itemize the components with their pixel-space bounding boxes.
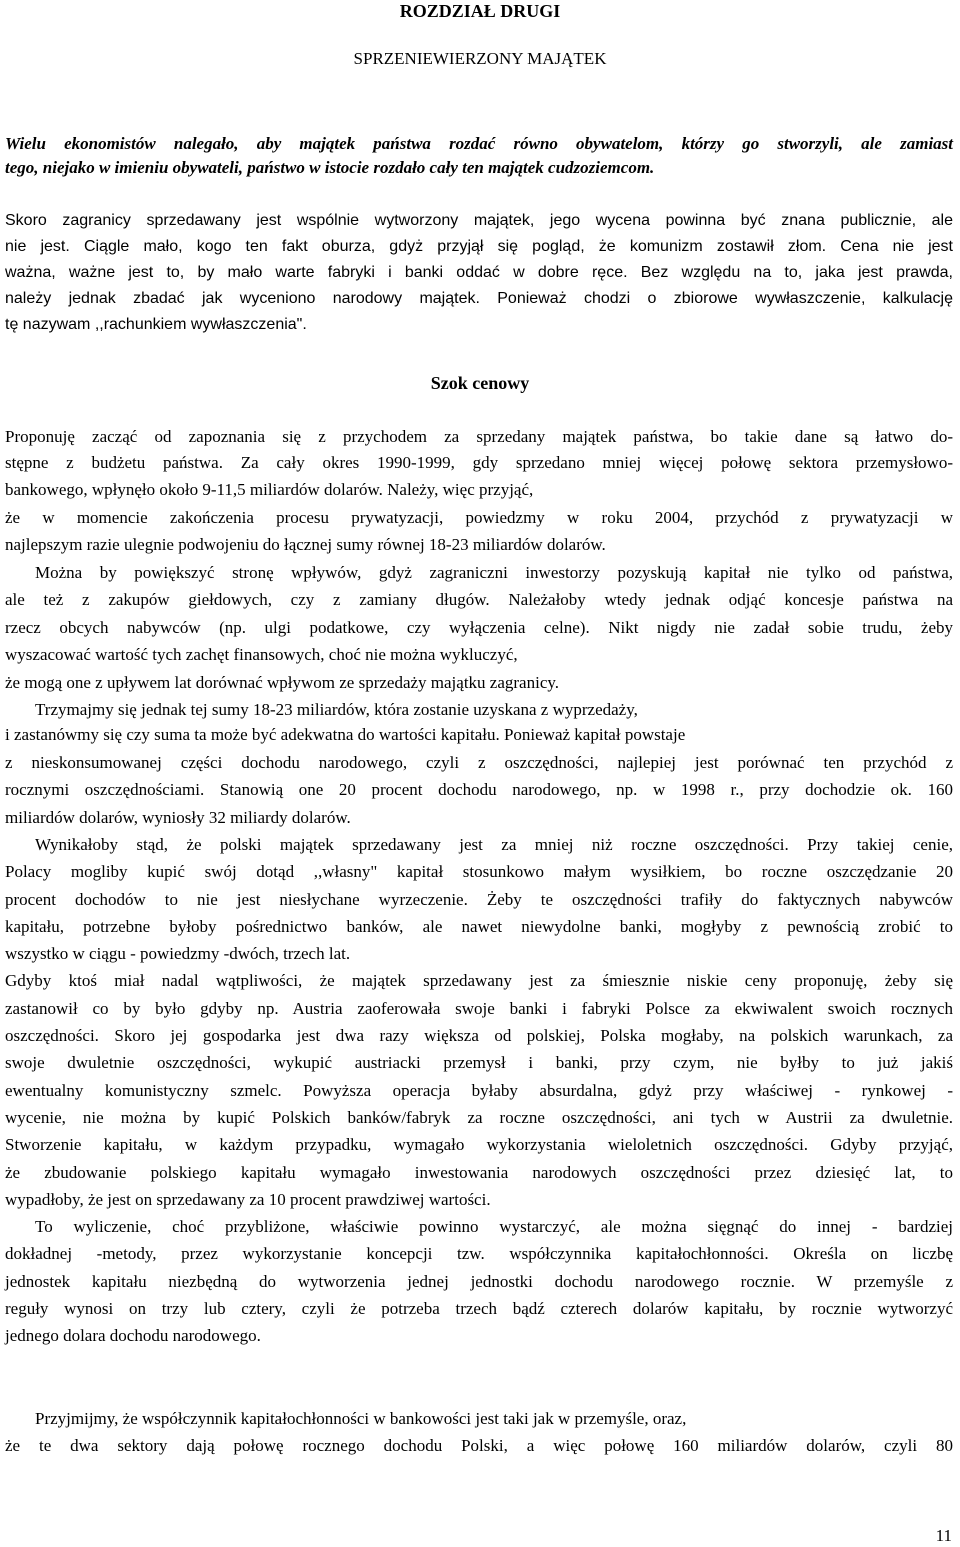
body-line: Przyjmijmy, że współczynnik kapitałochłonności w bankowości jest taki jak w przemyśle, oraz, [35,1409,687,1428]
body-line: Stworzenie kapitału, w każdym przypadku, wymagało wykorzystania wieloletnich oszczędności. Gdyby przyjąć, [5,1135,953,1154]
body-line: jednego dolara dochodu narodowego. [5,1326,261,1345]
body-line: wyszacować wartość tych zachęt finansowych, choć nie można wykluczyć, [5,645,518,664]
body-line: że mogą one z upływem lat dorównać wpływom ze sprzedaży majątku zagranicy. [5,673,560,692]
body-line: najlepszym razie ulegnie podwojeniu do łącznej sumy równej 18-23 miliardów dolarów. [5,535,606,554]
body-line: Można by powiększyć stronę wpływów, gdyż zagraniczni inwestorzy pozyskują kapitał nie tylko od państwa, [35,563,953,582]
paragraph-line: należy jednak zbadać jak wyceniono narodowy majątek. Ponieważ chodzi o zbiorowe wywłaszczenie, kalkulację [5,290,953,307]
body-line: dokładnej -metody, przez wykorzystanie koncepcji tzw. współczynnika kapitałochłonności. Określa on liczbę [5,1244,953,1263]
intro-line: tego, niejako w imieniu obywateli, państwo w istocie rozdało cały ten majątek cudzoziemcom. [5,158,655,177]
body-line: stępne z budżetu państwa. Za cały okres 1990-1999, gdy sprzedano mniej więcej połowę sektora przemysłowo- [5,453,953,472]
body-line: Wynikałoby stąd, że polski majątek sprzedawany jest za mniej niż roczne oszczędności. Przy takiej cenie, [35,835,953,854]
body-line: że zbudowanie polskiego kapitału wymagało inwestowania narodowych oszczędności przez dziesięć lat, to [5,1163,953,1182]
body-line: wycenie, nie można by kupić Polskich banków/fabryk za roczne oszczędności, ani tych w Austrii za dwuletnie. [5,1108,953,1127]
body-line: miliardów dolarów, wyniosły 32 miliardy dolarów. [5,808,351,827]
body-line: i zastanówmy się czy suma ta może być adekwatna do wartości kapitału. Ponieważ kapitał powstaje [5,725,686,744]
chapter-subtitle: SPRZENIEWIERZONY MAJĄTEK [353,49,607,68]
body-line: Gdyby ktoś miał nadal wątpliwości, że majątek sprzedawany jest za śmiesznie niskie ceny proponuję, żeby się [5,971,953,990]
chapter-title: ROZDZIAŁ DRUGI [399,1,561,21]
body-line: reguły wynosi on trzy lub cztery, czyli że potrzeba trzech bądź czterech dolarów kapitału, by rocznie wytworzyć [5,1299,953,1318]
body-line: kapitału, potrzebne byłoby pośrednictwo banków, ale nawet niewydolne banki, mogłyby z pewnością zrobić to [5,917,953,936]
body-line: procent dochodów to nie jest niesłychane wyrzeczenie. Żeby te oszczędności trafiły do faktycznych nabywców [5,890,953,909]
body-line: jednostek kapitału niezbędną do wytworzenia jednej jednostki dochodu narodowego rocznie. W przemyśle z [5,1272,953,1291]
body-line: Proponuję zacząć od zapoznania się z przychodem za sprzedany majątek państwa, bo takie dane są łatwo do- [5,427,953,446]
body-line: że w momencie zakończenia procesu prywatyzacji, powiedzmy w roku 2004, przychód z prywatyzacji w [5,508,953,527]
body-line: rzecz obcych nabywców (np. ulgi podatkowe, czy wyłączenia celne). Nikt nigdy nie zadał sobie trudu, żeby [5,618,953,637]
body-line: wszystko w ciągu - powiedzmy -dwóch, trzech lat. [5,944,351,963]
section-title: Szok cenowy [430,373,530,393]
paragraph-line: Skoro zagranicy sprzedawany jest wspólnie wytworzony majątek, jego wycena powinna być znana publicznie, ale [5,212,953,229]
body-line: rocznymi oszczędnościami. Stanowią one 20 procent dochodu narodowego, np. w 1998 r., przy dochodzie ok. 160 [5,780,953,799]
paragraph-line: tę nazywam ,,rachunkiem wywłaszczenia". [5,316,307,333]
body-line: zastanowił co by było gdyby np. Austria zaoferowała swoje banki i fabryki Polsce za ekwiwalent swoich rocznych [5,999,953,1018]
body-line: z nieskonsumowanej części dochodu narodowego, czyli z oszczędności, najlepiej jest porównać ten przychód z [5,753,953,772]
paragraph-line: nie jest. Ciągle mało, kogo ten fakt oburza, gdyż przyjął się pogląd, że komunizm zostawił złom. Cena nie jest [5,238,953,255]
paragraph-line: ważna, ważne jest to, by mało warte fabryki i banki oddać w dobre ręce. Bez względu na to, jaka jest prawda, [5,264,953,281]
body-line: Polacy mogliby kupić swój dotąd ,,własny" kapitał stosunkowo małym wysiłkiem, bo roczne oszczędzanie 20 [5,862,953,881]
page-number: 11 [935,1526,952,1545]
intro-line: Wielu ekonomistów nalegało, aby majątek państwa rozdać równo obywatelom, którzy go stworzyli, ale zamiast [5,134,953,153]
body-line: Trzymajmy się jednak tej sumy 18-23 miliardów, która zostanie uzyskana z wyprzedaży, [35,700,638,719]
body-line: ale też z zakupów giełdowych, czy z zamiany długów. Należałoby wtedy jednak odjąć koncesje państwa na [5,590,953,609]
body-line: To wyliczenie, choć przybliżone, właściwie powinno wystarczyć, ale można sięgnąć do innej - bardziej [35,1217,953,1236]
body-line: że te dwa sektory dają połowę rocznego dochodu Polski, a więc połowę 160 miliardów dolarów, czyli 80 [5,1436,953,1455]
body-line: oszczędności. Skoro jej gospodarka jest dwa razy większa od polskiej, Polska mogłaby, na polskich warunkach, za [5,1026,953,1045]
body-line: swoje dwuletnie oszczędności, wykupić austriacki przemysł i banki, przy czym, nie byłby to już jakiś [5,1053,953,1072]
body-line: ewentualny komunistyczny szmelc. Powyższa operacja byłaby absurdalna, gdyż przy właściwej - rynkowej - [5,1081,953,1100]
body-line: wypadłoby, że jest on sprzedawany za 10 procent prawdziwej wartości. [5,1190,491,1209]
body-line: bankowego, wpłynęło około 9-11,5 miliardów dolarów. Należy, więc przyjąć, [5,480,534,499]
